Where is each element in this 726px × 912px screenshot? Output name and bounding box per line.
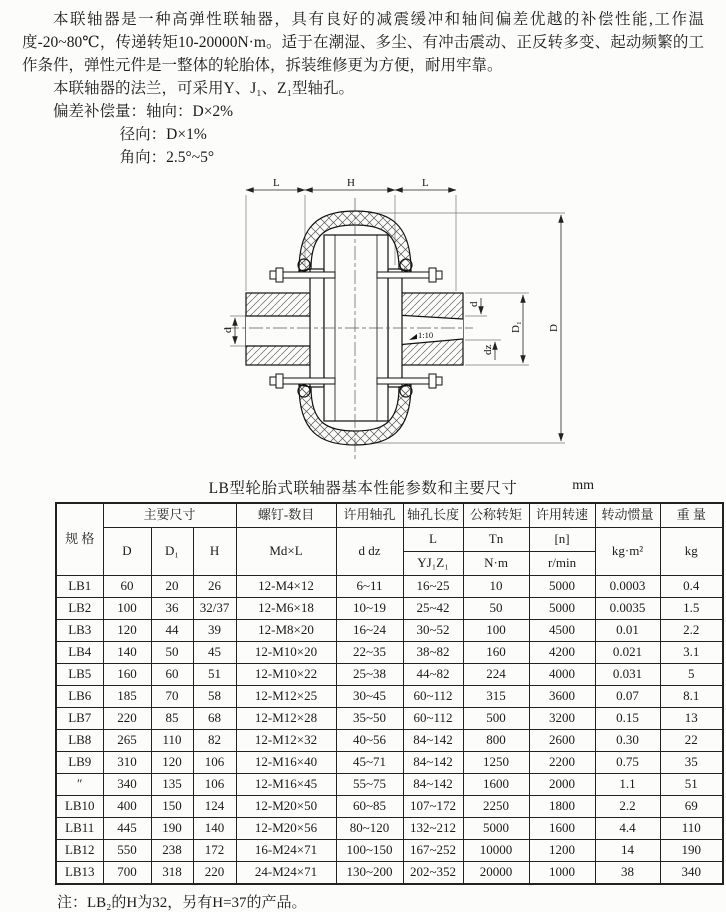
table-cell: 1800	[529, 796, 595, 818]
table-cell: 445	[103, 818, 151, 840]
table-cell: 60~112	[403, 686, 463, 708]
table-cell: 500	[463, 708, 529, 730]
col-D1: D₁	[151, 528, 193, 576]
table-cell: 120	[151, 752, 193, 774]
tire-bead-right-top	[400, 259, 412, 271]
table-cell: 340	[103, 774, 151, 796]
table-cell: 224	[463, 664, 529, 686]
table-cell: 25~38	[336, 664, 403, 686]
footnote: 注：LB₂的H为32，另有H=37的产品。	[57, 895, 307, 911]
deviation-radial: 径向：D×1%	[119, 126, 207, 143]
table-cell: 130~200	[336, 862, 403, 885]
table-cell: 60~85	[336, 796, 403, 818]
table-cell: 10~19	[336, 598, 403, 620]
table-cell: 51	[660, 774, 723, 796]
col-MdxL: Md×L	[236, 528, 336, 576]
table-cell: 80~120	[336, 818, 403, 840]
table-cell: LB10	[56, 796, 103, 818]
table-cell: 0.15	[595, 708, 660, 730]
table-cell: 22	[660, 730, 723, 752]
table-cell: 800	[463, 730, 529, 752]
table-cell: 51	[193, 664, 236, 686]
table-cell: 4500	[529, 620, 595, 642]
col-Nm: N·m	[463, 552, 529, 576]
table-cell: 16~25	[403, 576, 463, 598]
col-allow-bore: 许用轴孔	[336, 503, 403, 528]
col-d-dz: d dz	[336, 528, 403, 576]
table-cell: 265	[103, 730, 151, 752]
table-cell: 3200	[529, 708, 595, 730]
col-L: L	[403, 528, 463, 552]
table-cell: 12-M10×22	[236, 664, 336, 686]
table-cell: 167~252	[403, 840, 463, 862]
table-cell: 12-M16×45	[236, 774, 336, 796]
table-cell: 400	[103, 796, 151, 818]
table-cell: 50	[463, 598, 529, 620]
table-cell: LB2	[56, 598, 103, 620]
table-cell: 10000	[463, 840, 529, 862]
table-cell: LB11	[56, 818, 103, 840]
table-cell: 700	[103, 862, 151, 885]
table-cell: 84~142	[403, 752, 463, 774]
dim-label-dz: dz	[482, 344, 494, 355]
col-kgm2: kg·m²	[595, 528, 660, 576]
table-row	[56, 752, 723, 774]
table-cell: 1600	[463, 774, 529, 796]
table-cell: 35	[660, 752, 723, 774]
table-cell: 70	[151, 686, 193, 708]
table-cell: 60	[151, 664, 193, 686]
table-unit: mm	[572, 478, 594, 493]
col-weight: 重 量	[660, 503, 723, 528]
table-row	[56, 774, 723, 796]
table-cell: 3600	[529, 686, 595, 708]
table-cell: 12-M6×18	[236, 598, 336, 620]
spec-table	[55, 502, 724, 885]
table-cell: ″	[56, 774, 103, 796]
table-title-row	[22, 476, 704, 498]
table-cell: 0.30	[595, 730, 660, 752]
table-body	[56, 576, 723, 885]
table-cell: 45	[193, 642, 236, 664]
table-cell: 202~352	[403, 862, 463, 885]
table-cell: 12-M12×32	[236, 730, 336, 752]
table-row	[56, 686, 723, 708]
table-cell: 44~82	[403, 664, 463, 686]
table-cell: 2.2	[660, 620, 723, 642]
table-cell: 16-M24×71	[236, 840, 336, 862]
table-cell: 4000	[529, 664, 595, 686]
table-cell: 135	[151, 774, 193, 796]
table-cell: 38	[595, 862, 660, 885]
coupling-diagram-svg	[113, 173, 613, 469]
table-cell: 2250	[463, 796, 529, 818]
table-row	[56, 862, 723, 885]
table-cell: 160	[103, 664, 151, 686]
table-cell: 150	[151, 796, 193, 818]
col-speed: 许用转速	[529, 503, 595, 528]
table-cell: 1200	[529, 840, 595, 862]
table-cell: 160	[463, 642, 529, 664]
table-cell: 110	[660, 818, 723, 840]
table-cell: 1000	[529, 862, 595, 885]
table-cell: 5000	[463, 818, 529, 840]
table-cell: 310	[103, 752, 151, 774]
table-cell: 30~45	[336, 686, 403, 708]
table-cell: 44	[151, 620, 193, 642]
tire-bead-left-bottom	[298, 385, 310, 397]
table-cell: 22~35	[336, 642, 403, 664]
table-cell: 190	[151, 818, 193, 840]
table-header	[56, 503, 723, 576]
table-cell: 140	[193, 818, 236, 840]
col-n: [n]	[529, 528, 595, 552]
table-cell: 12-M12×25	[236, 686, 336, 708]
table-cell: 2200	[529, 752, 595, 774]
table-row	[56, 796, 723, 818]
table-cell: 5000	[529, 598, 595, 620]
table-cell: 1.5	[660, 598, 723, 620]
table-cell: 68	[193, 708, 236, 730]
left-bore	[246, 316, 310, 346]
col-kg: kg	[660, 528, 723, 576]
tire-bead-left-top	[298, 259, 310, 271]
table-cell: 172	[193, 840, 236, 862]
table-cell: LB9	[56, 752, 103, 774]
table-cell: 60	[103, 576, 151, 598]
table-cell: 2000	[529, 774, 595, 796]
table-cell: 40~56	[336, 730, 403, 752]
table-cell: 107~172	[403, 796, 463, 818]
table-cell: 110	[151, 730, 193, 752]
table-cell: 12-M16×40	[236, 752, 336, 774]
table-cell: 25~42	[403, 598, 463, 620]
table-cell: 0.0035	[595, 598, 660, 620]
table-cell: 100	[103, 598, 151, 620]
table-cell: 38~82	[403, 642, 463, 664]
table-cell: 69	[660, 796, 723, 818]
table-cell: 4.4	[595, 818, 660, 840]
table-cell: LB7	[56, 708, 103, 730]
table-cell: 340	[660, 862, 723, 885]
table-cell: 12-M10×20	[236, 642, 336, 664]
dim-label-L-left: L	[273, 177, 280, 189]
col-rpm: r/min	[529, 552, 595, 576]
table-cell: 20	[151, 576, 193, 598]
col-Tn: Tn	[463, 528, 529, 552]
table-cell: 238	[151, 840, 193, 862]
table-cell: 550	[103, 840, 151, 862]
table-cell: 100	[463, 620, 529, 642]
deviation-axial: 偏差补偿量：轴向：D×2%	[53, 103, 234, 120]
table-row	[56, 708, 723, 730]
table-cell: 24-M24×71	[236, 862, 336, 885]
col-H: H	[193, 528, 236, 576]
table-cell: LB4	[56, 642, 103, 664]
table-cell: 13	[660, 708, 723, 730]
table-cell: 50	[151, 642, 193, 664]
col-spec: 规 格	[56, 503, 103, 576]
table-cell: LB5	[56, 664, 103, 686]
table-cell: 39	[193, 620, 236, 642]
table-cell: 16~24	[336, 620, 403, 642]
table-cell: 120	[103, 620, 151, 642]
table-cell: 10	[463, 576, 529, 598]
intro-paragraph-1: 本联轴器是一种高弹性联轴器，具有良好的减震缓冲和轴间偏差优越的补偿性能,工作温度-20~80℃，传递转矩10-20000N·m。适于在潮湿、多尘、有冲击震动、正反转多变、起动频繁的工作条件，弹性元件是一整体的轮胎体，拆装维修更为方便，耐用牢靠。	[22, 11, 704, 74]
table-cell: 0.75	[595, 752, 660, 774]
table-row	[56, 664, 723, 686]
table-cell: 190	[660, 840, 723, 862]
table-cell: 0.0003	[595, 576, 660, 598]
table-cell: 0.031	[595, 664, 660, 686]
table-cell: 1250	[463, 752, 529, 774]
table-cell: 220	[193, 862, 236, 885]
table-cell: 60~112	[403, 708, 463, 730]
table-cell: 58	[193, 686, 236, 708]
table-cell: 85	[151, 708, 193, 730]
table-cell: 30~52	[403, 620, 463, 642]
table-cell: 82	[193, 730, 236, 752]
table-cell: 3.1	[660, 642, 723, 664]
table-cell: LB6	[56, 686, 103, 708]
table-cell: 8.1	[660, 686, 723, 708]
table-cell: 26	[193, 576, 236, 598]
table-cell: 84~142	[403, 730, 463, 752]
table-cell: 0.07	[595, 686, 660, 708]
table-cell: 140	[103, 642, 151, 664]
table-cell: 4200	[529, 642, 595, 664]
table-cell: 5000	[529, 576, 595, 598]
coupling-section-drawing	[113, 173, 613, 474]
table-cell: 32/37	[193, 598, 236, 620]
table-cell: 318	[151, 862, 193, 885]
table-cell: 124	[193, 796, 236, 818]
col-D: D	[103, 528, 151, 576]
table-row	[56, 642, 723, 664]
table-cell: 1600	[529, 818, 595, 840]
table-cell: 12-M20×56	[236, 818, 336, 840]
table-cell: 12-M12×28	[236, 708, 336, 730]
table-cell: 6~11	[336, 576, 403, 598]
table-cell: 185	[103, 686, 151, 708]
table-cell: LB13	[56, 862, 103, 885]
dim-label-D: D	[548, 324, 560, 332]
table-row	[56, 730, 723, 752]
table-row	[56, 620, 723, 642]
table-row	[56, 576, 723, 598]
col-screws: 螺钉-数目	[236, 503, 336, 528]
table-row	[56, 840, 723, 862]
col-main-dims: 主要尺寸	[103, 503, 236, 528]
table-row	[56, 598, 723, 620]
table-cell: 1.1	[595, 774, 660, 796]
table-cell: 14	[595, 840, 660, 862]
deviation-angular: 角向：2.5°~5°	[119, 149, 215, 166]
table-cell: LB1	[56, 576, 103, 598]
col-bore-length: 轴孔长度	[403, 503, 463, 528]
table-cell: 106	[193, 774, 236, 796]
tire-bead-right-bottom	[400, 385, 412, 397]
col-torque: 公称转矩	[463, 503, 529, 528]
table-cell: 100~150	[336, 840, 403, 862]
table-cell: 2.2	[595, 796, 660, 818]
table-cell: 36	[151, 598, 193, 620]
table-cell: 84~142	[403, 774, 463, 796]
table-cell: 35~50	[336, 708, 403, 730]
col-inertia: 转动惯量	[595, 503, 660, 528]
dim-label-D1: D₁	[510, 321, 522, 333]
dim-label-L-right: L	[422, 177, 429, 189]
table-cell: 0.01	[595, 620, 660, 642]
table-cell: 45~71	[336, 752, 403, 774]
table-cell: 2600	[529, 730, 595, 752]
dim-label-d-right: d	[468, 301, 480, 307]
table-cell: 20000	[463, 862, 529, 885]
table-cell: LB12	[56, 840, 103, 862]
dim-label-d-left: d	[222, 327, 234, 333]
table-cell: 55~75	[336, 774, 403, 796]
table-cell: 0.4	[660, 576, 723, 598]
col-YJZ: YJ₁Z₁	[403, 552, 463, 576]
table-cell: 5	[660, 664, 723, 686]
table-cell: 12-M20×50	[236, 796, 336, 818]
table-cell: 106	[193, 752, 236, 774]
table-cell: LB8	[56, 730, 103, 752]
table-cell: 0.021	[595, 642, 660, 664]
table-title: LB型轮胎式联轴器基本性能参数和主要尺寸	[208, 480, 518, 497]
table-cell: 12-M8×20	[236, 620, 336, 642]
taper-label: 1:10	[418, 330, 434, 340]
table-cell: 220	[103, 708, 151, 730]
table-row	[56, 818, 723, 840]
table-cell: 132~212	[403, 818, 463, 840]
dim-label-H: H	[347, 177, 355, 189]
table-cell: 12-M4×12	[236, 576, 336, 598]
table-cell: LB3	[56, 620, 103, 642]
intro-paragraph-2: 本联轴器的法兰，可采用Y、J₁、Z₁型轴孔。	[53, 80, 355, 97]
table-cell: 315	[463, 686, 529, 708]
